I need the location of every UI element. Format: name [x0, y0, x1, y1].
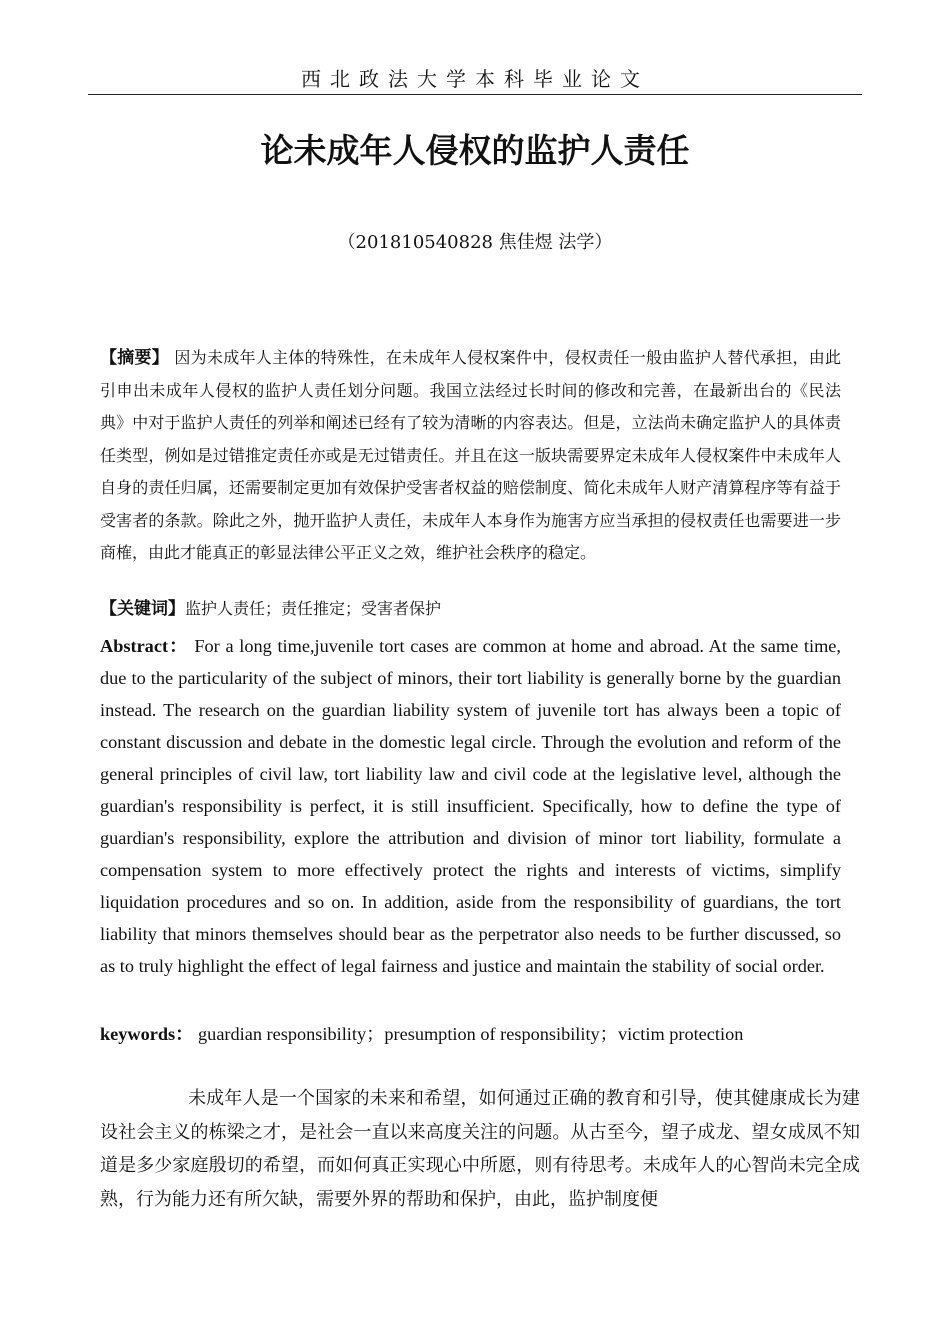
english-abstract: [100, 630, 841, 982]
running-header: 西北政法大学本科毕业论文: [301, 67, 649, 91]
author-line: （201810540828 焦佳煜 法学）: [337, 232, 613, 253]
chinese-abstract: [100, 342, 841, 570]
english-keywords-label: keywords：: [100, 1024, 194, 1044]
chinese-keywords-label: 【关键词】: [100, 599, 185, 619]
chinese-keywords: [100, 594, 841, 624]
body-paragraph: 未成年人是一个国家的未来和希望，如何通过正确的教育和引导，使其健康成长为建设社会主义的栋梁之才，是社会一直以来高度关注的问题。从古至今，望子成龙、望女成凤不知道是多少家庭殷切的希望，而如何真正实现心中所愿，则有待思考。未成年人的心智尚未完全成熟，行为能力还有所欠缺，需要外界的帮助和保护，由此，监护制度便: [100, 1088, 860, 1210]
english-abstract-label: Abstract：: [100, 636, 189, 656]
chinese-abstract-label: 【摘要】: [100, 348, 170, 368]
english-abstract-text: For a long time,juvenile tort cases are common at home and abroad. At the same time, due to the particularity of the subject of minors, their tort liability is generally borne by the guardian instead. The research on the guardian liability system of juvenile tort has always been a topic of constant discussion and debate in the domestic legal circle. Through the evolution and reform of the general principles of civil law, tort liability law and civil code at the legislative level, although the guardian's responsibility is perfect, it is still insufficient. Specifically, how to define the type of guardian's responsibility, explore the attribution and division of minor tort liability, formulate a compensation system to more effectively protect the rights and interests of victims, simplify liquidation procedures and so on. In addition, aside from the responsibility of guardians, the tort liability that minors themselves should bear as the perpetrator also needs to be further discussed, so as to truly highlight the effect of legal fairness and justice and maintain the stability of social order.: [100, 636, 841, 976]
chinese-abstract-text: 因为未成年人主体的特殊性，在未成年人侵权案件中，侵权责任一般由监护人替代承担，由此引申出未成年人侵权的监护人责任划分问题。我国立法经过长时间的修改和完善，在最新出台的《民法典》中对于监护人责任的列举和阐述已经有了较为清晰的内容表达。但是，立法尚未确定监护人的具体责任类型，例如是过错推定责任亦或是无过错责任。并且在这一版块需要界定未成年人侵权案件中未成年人自身的责任归属，还需要制定更加有效保护受害者权益的赔偿制度、简化未成年人财产清算程序等有益于受害者的条款。除此之外，抛开监护人责任，未成年人本身作为施害方应当承担的侵权责任也需要进一步商榷，由此才能真正的彰显法律公平正义之效，维护社会秩序的稳定。: [100, 348, 841, 562]
english-keywords: [100, 1018, 841, 1050]
chinese-keywords-text: 监护人责任；责任推定；受害者保护: [185, 599, 442, 618]
header-rule: [88, 94, 862, 95]
english-keywords-text: guardian responsibility；presumption of responsibility；victim protection: [198, 1024, 744, 1044]
paper-title: 论未成年人侵权的监护人责任: [260, 131, 690, 171]
